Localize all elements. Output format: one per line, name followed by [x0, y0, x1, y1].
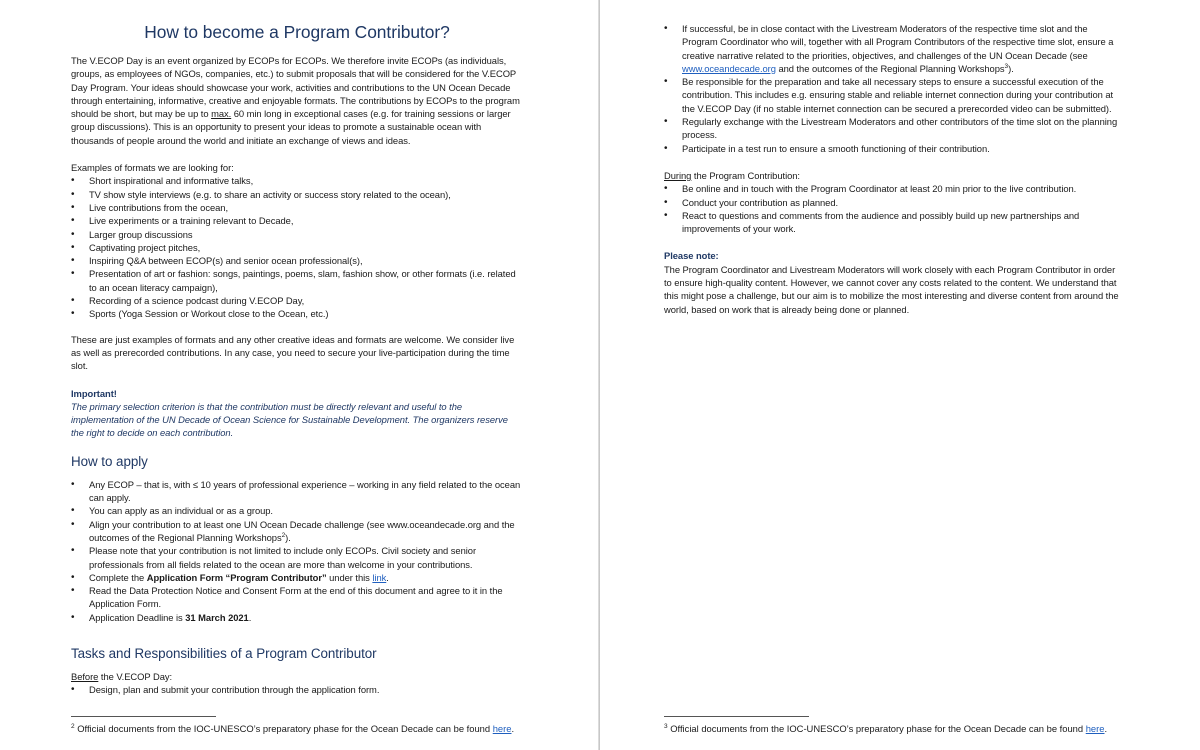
list-item: • Application Deadline is 31 March 2021.	[71, 611, 523, 624]
apply-list	[71, 478, 523, 624]
list-item: • Conduct your contribution as planned.	[664, 196, 1122, 209]
how-to-apply-heading: How to apply	[71, 453, 148, 469]
list-item: • Complete the Application Form “Program Contributor” under this link.	[71, 571, 523, 584]
list-item: • Align your contribution to at least one UN Ocean Decade challenge (see www.oceandecade.org and the outcomes of the Regional Planning Workshops$^2$).	[71, 518, 523, 545]
footnote-2-link[interactable]: here	[492, 723, 512, 734]
please-note-text: The Program Coordinator and Livestream Moderators will work closely with each Program Contributor in order to ensure high-quality content. However, we cannot cover any costs related to the content. We understand that this might pose a challenge, but our aim is to mobilize the most interesting and diverse content from around the world, based on work that is already being done or planned.	[664, 263, 1119, 315]
important-text: The primary selection criterion is that the contribution must be directly relevant and useful to the implementation of the UN Decade of Ocean Science for Sustainable Development. The organizers reserve the right to decide on each contribution.	[71, 400, 508, 439]
before-list	[71, 683, 523, 696]
list-item: • Regularly exchange with the Livestream Moderators and other contributors of the time slot on the planning process.	[664, 115, 1122, 142]
list-item: • Any ECOP – that is, with ≤ 10 years of professional experience – working in any field related to the ocean can apply.	[71, 478, 523, 505]
footnote-separator	[664, 716, 809, 717]
list-item: • Read the Data Protection Notice and Consent Form at the end of this document and agree to it in the Application Form.	[71, 584, 523, 611]
tasks-heading: Tasks and Responsibilities of a Program Contributor	[71, 645, 377, 661]
list-item: • Captivating project pitches,	[71, 241, 523, 254]
list-item: • Recording of a science podcast during V.ECOP Day,	[71, 294, 523, 307]
list-item: • React to questions and comments from the audience and possibly build up new partnerships and improvements of your work.	[664, 209, 1122, 236]
list-item: • Sports (Yoga Session or Workout close to the Ocean, etc.)	[71, 307, 523, 320]
examples-note: These are just examples of formats and any other creative ideas and formats are welcome. We consider live as well as prerecorded contributions. In any case, you need to secure your live-participation during the time slot.	[71, 333, 515, 372]
list-item: • Presentation of art or fashion: songs, paintings, poems, slam, fashion show, or other formats (i.e. related to an ocean literacy campaign),	[71, 267, 523, 294]
please-note-label: Please note:	[664, 250, 719, 262]
list-item: • You can apply as an individual or as a group.	[71, 504, 523, 517]
list-item: • Live experiments or a training relevant to Decade,	[71, 214, 523, 227]
application-form-link[interactable]: link	[372, 571, 387, 583]
list-item: • Please note that your contribution is not limited to include only ECOPs. Civil society and senior professionals from all fields related to the ocean are more than welcome in your contributions.	[71, 544, 523, 571]
list-item: • If successful, be in close contact with the Livestream Moderators of the respective time slot and the Program Coordinator who will, together with all Program Contributors of the respective time slot, ensure a creative narrative related to the priorities, objectives, and challenges of the UN Ocean Decade (see www.oceandecade.org and the outcomes of the Regional Planning Workshops$^3$).	[664, 22, 1122, 75]
list-item: • Be online and in touch with the Program Coordinator at least 20 min prior to the live contribution.	[664, 182, 1122, 195]
list-item: • Larger group discussions	[71, 228, 523, 241]
footnote-3-link[interactable]: here	[1085, 723, 1105, 734]
intro-paragraph: The V.ECOP Day is an event organized by ECOPs for ECOPs. We therefore invite ECOPs (as individuals, groups, as employees of NGOs, companies, etc.) to submit proposals that will be considered for the V.ECOP Day Program. Your ideas should showcase your work, activities and contributions to the UN Ocean Decade through entertaining, informative, creative and enjoyable formats. The contributions by ECOPs to the program should be short, but may be up to max. 60 min long in exceptional cases (e.g. for training sessions or larger group discussions). This is an opportunity to present your ideas to promote a sustainable ocean with thousands of people around the world and initiate an exchange of views and ideas.	[71, 55, 520, 146]
page-right-content	[664, 22, 1122, 316]
during-label: During the Program Contribution:	[664, 169, 800, 181]
page-title: How to become a Program Contributor?	[144, 22, 450, 42]
list-item: • Inspiring Q&A between ECOP(s) and senior ocean professional(s),	[71, 254, 523, 267]
before-continued-list	[664, 22, 1122, 155]
examples-list	[71, 174, 523, 320]
during-list	[664, 182, 1122, 235]
list-item: • Short inspirational and informative talks,	[71, 174, 523, 187]
page-left-content	[71, 0, 523, 697]
list-item: • Be responsible for the preparation and take all necessary steps to ensure a successful execution of the contribution. This includes e.g. ensuring stable and reliable internet connection during your contribution at the V.ECOP Day (if no stable internet connection can be secured a prerecorded video can be submitted).	[664, 75, 1122, 115]
document-page-right	[600, 0, 1200, 750]
list-item: • Design, plan and submit your contribution through the application form.	[71, 683, 523, 696]
footnote-separator	[71, 716, 216, 717]
footnote-3: $^3$ Official documents from the IOC-UNESCO’s preparatory phase for the Ocean Decade can be found here.	[664, 722, 1108, 734]
before-label: Before the V.ECOP Day:	[71, 670, 173, 682]
list-item: • Participate in a test run to ensure a smooth functioning of their contribution.	[664, 142, 1122, 155]
footnote-2: $^2$ Official documents from the IOC-UNESCO’s preparatory phase for the Ocean Decade can be found here.	[71, 722, 515, 734]
important-label: Important!	[71, 387, 117, 399]
list-item: • TV show style interviews (e.g. to share an activity or success story related to the ocean),	[71, 188, 523, 201]
oceandecade-link[interactable]: www.oceandecade.org	[682, 62, 776, 74]
list-item: • Live contributions from the ocean,	[71, 201, 523, 214]
examples-heading: Examples of formats we are looking for:	[71, 162, 234, 174]
application-deadline: 31 March 2021	[185, 611, 249, 623]
